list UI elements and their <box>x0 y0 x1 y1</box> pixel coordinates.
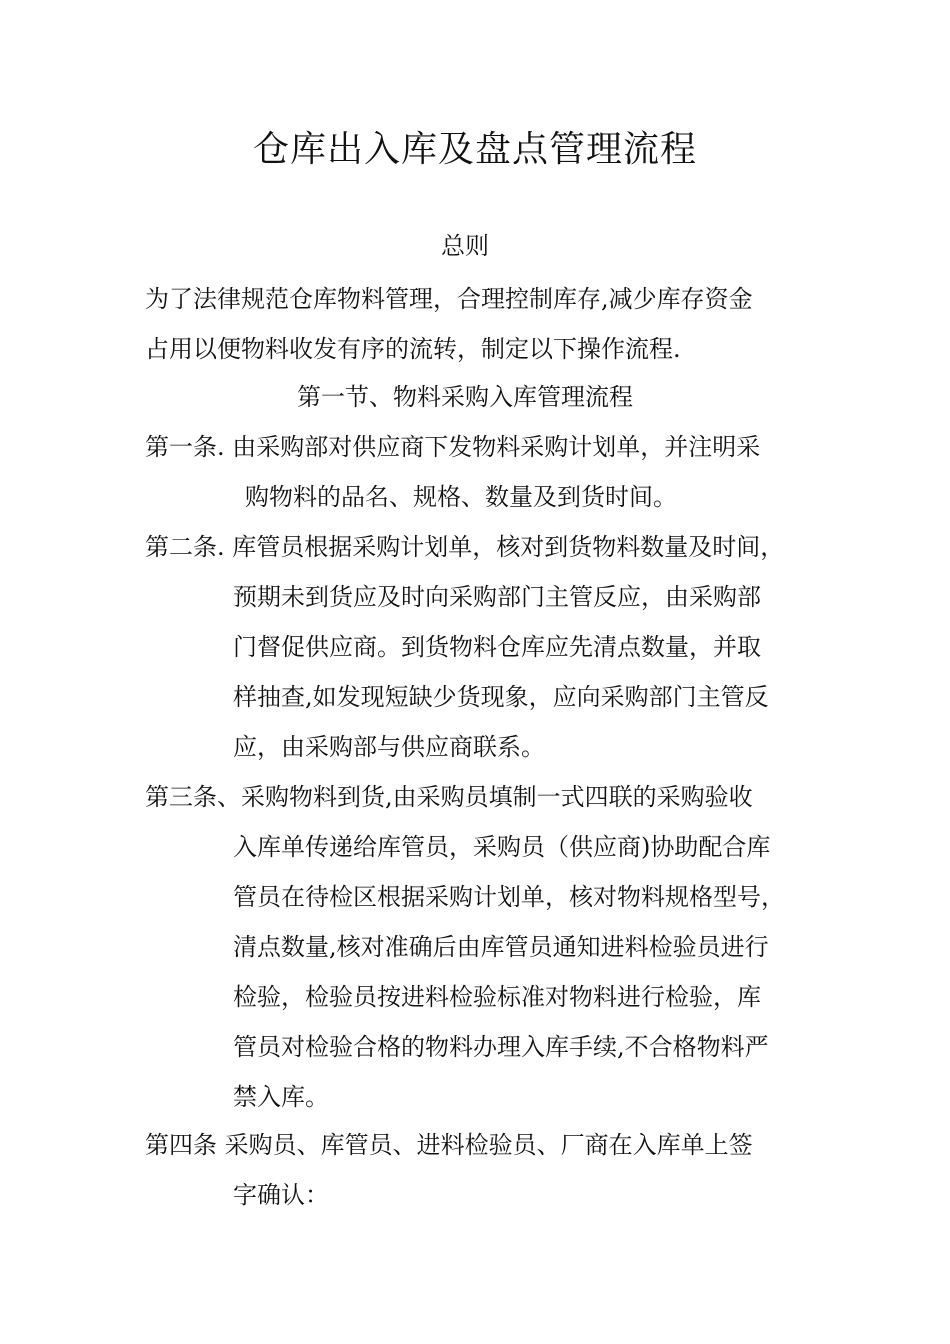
article-2 <box>145 522 825 772</box>
paragraph-line: 占用以便物料收发有序的流转，制定以下操作流程. <box>145 335 681 363</box>
document-title: 仓库出入库及盘点管理流程 <box>252 129 697 170</box>
article-line: 样抽查,如发现短缺少货现象，应向采购部门主管反 <box>233 683 769 711</box>
article-line: 入库单传递给库管员，采购员（供应商)协助配合库 <box>233 833 771 861</box>
article-3 <box>145 772 825 1122</box>
article-line: 检验，检验员按进料检验标准对物料进行检验，库 <box>233 983 761 1011</box>
paragraph-line: 为了法律规范仓库物料管理，合理控制库存,减少库存资金 <box>145 285 753 313</box>
article-line: 第二条. 库管员根据采购计划单，核对到货物料数量及时间， <box>145 533 785 561</box>
article-line: 第三条、采购物料到货,由采购员填制一式四联的采购验收 <box>145 783 753 811</box>
article-1 <box>145 422 825 522</box>
general-paragraph <box>145 274 825 374</box>
article-line: 清点数量,核对准确后由库管员通知进料检验员进行 <box>233 933 769 961</box>
article-line: 第一条. 由采购部对供应商下发物料采购计划单，并注明采 <box>145 433 761 461</box>
article-line: 禁入库。 <box>233 1083 329 1111</box>
article-line: 管员对检验合格的物料办理入库手续,不合格物料严 <box>233 1033 769 1061</box>
article-line: 应，由采购部与供应商联系。 <box>233 733 545 761</box>
section1-heading: 第一节、物料采购入库管理流程 <box>297 383 633 411</box>
general-heading: 总则 <box>441 232 489 260</box>
article-line: 第四条 采购员、库管员、进料检验员、厂商在入库单上签 <box>145 1131 753 1159</box>
article-line: 购物料的品名、规格、数量及到货时间。 <box>245 483 677 511</box>
article-line: 字确认： <box>233 1181 329 1209</box>
article-line: 管员在待检区根据采购计划单，核对物料规格型号， <box>233 883 785 911</box>
article-line: 预期未到货应及时向采购部门主管反应，由采购部 <box>233 583 761 611</box>
article-line: 门督促供应商。到货物料仓库应先清点数量，并取 <box>233 633 761 661</box>
article-4 <box>145 1120 825 1220</box>
